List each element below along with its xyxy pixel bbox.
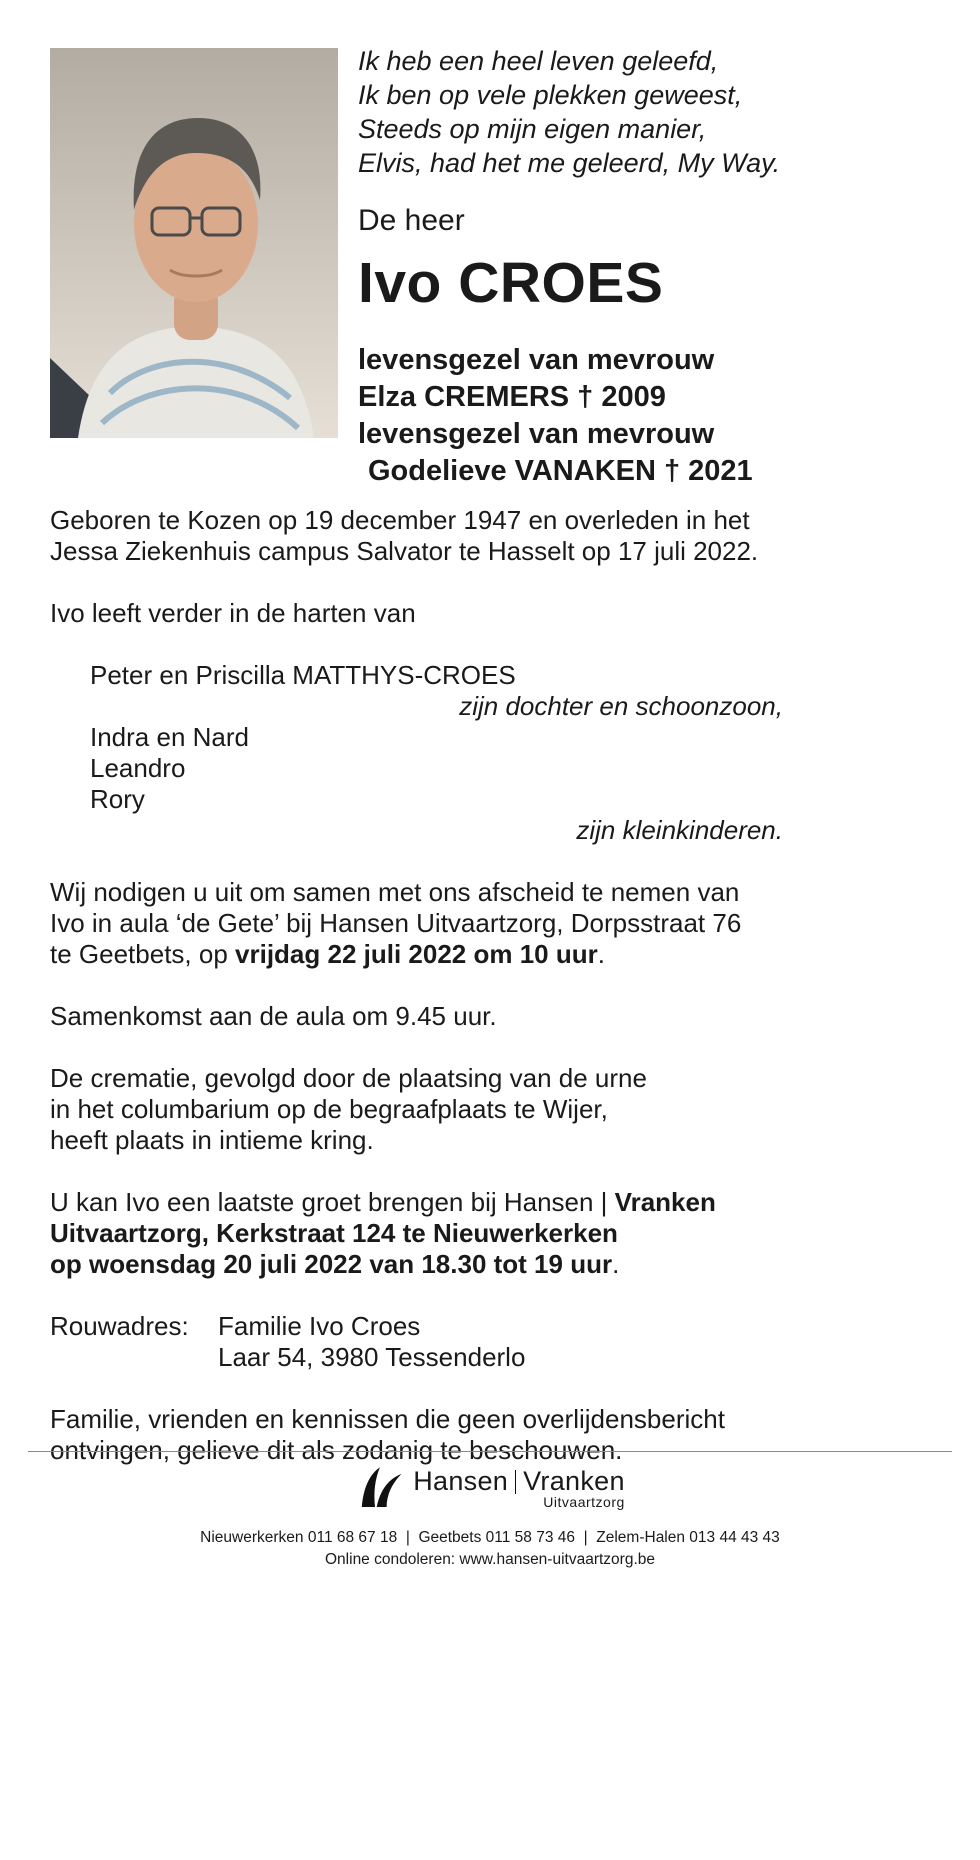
partner-line: levensgezel van mevrouw	[358, 418, 715, 450]
text-segment: .	[612, 1249, 620, 1279]
poem-line: Steeds op mijn eigen manier,	[358, 114, 707, 144]
text-line	[50, 939, 783, 970]
poem-line: Elvis, had het me geleerd, My Way.	[358, 148, 781, 178]
text-line: ontvingen, gelieve dit als zodanig te beschouwen.	[50, 1435, 623, 1465]
gathering-paragraph	[50, 1001, 783, 1032]
funeral-home-logo	[355, 1464, 625, 1512]
contact-phones: Nieuwerkerken 011 68 67 18 | Geetbets 011 58 73 46 | Zelem-Halen 013 44 43 43	[200, 1529, 780, 1546]
text-line: Jessa Ziekenhuis campus Salvator te Hasselt op 17 juli 2022.	[50, 536, 759, 566]
text-line: Laar 54, 3980 Tessenderlo	[218, 1342, 526, 1372]
cremation-paragraph	[50, 1063, 783, 1156]
family-member: Indra en Nard	[90, 722, 249, 752]
partner-line: levensgezel van mevrouw	[358, 344, 715, 376]
announcement-body	[50, 505, 783, 1466]
logo-subtitle: Uitvaartzorg	[543, 1494, 625, 1510]
portrait-photo	[50, 48, 338, 438]
logo-names	[413, 1466, 625, 1497]
partner-line: Elza CREMERS † 2009	[358, 381, 666, 413]
logo-divider	[515, 1470, 516, 1494]
poem-line: Ik ben op vele plekken geweest,	[358, 80, 743, 110]
text-line: Wij nodigen u uit om samen met ons afscheid te nemen van	[50, 877, 740, 907]
poem	[358, 44, 954, 180]
text-line	[50, 1218, 783, 1249]
text-line: Geboren te Kozen op 19 december 1947 en overleden in het	[50, 505, 750, 535]
lives-on-paragraph	[50, 598, 783, 629]
salutation: De heer	[358, 204, 465, 237]
partner-line: Godelieve VANAKEN † 2021	[368, 455, 753, 487]
text-line: heeft plaats in intieme kring.	[50, 1125, 374, 1155]
text-line	[50, 1187, 783, 1218]
mourning-address-label: Rouwadres:	[50, 1311, 189, 1341]
text-segment: te Geetbets, op	[50, 939, 236, 969]
visitation-date: op woensdag 20 juli 2022 van 18.30 tot 19 uur	[50, 1249, 613, 1279]
deceased-name: Ivo CROES	[358, 251, 664, 315]
text-segment: .	[597, 939, 605, 969]
poem-line: Ik heb een heel leven geleefd,	[358, 46, 719, 76]
text-line: De crematie, gevolgd door de plaatsing van de urne	[50, 1063, 647, 1093]
funeral-home-address: Uitvaartzorg, Kerkstraat 124 te Nieuwerkerken	[50, 1218, 618, 1248]
logo-text	[413, 1466, 625, 1510]
text-line: Ivo leeft verder in de harten van	[50, 598, 416, 628]
footer	[28, 1451, 952, 1571]
family-member: Rory	[90, 784, 145, 814]
family-member: Peter en Priscilla MATTHYS-CROES	[90, 660, 516, 690]
invitation-paragraph	[50, 877, 783, 970]
family-member: Leandro	[90, 753, 186, 783]
logo-name-hansen: Hansen	[413, 1466, 509, 1496]
mourning-address-value	[218, 1311, 525, 1373]
family-relation-caption: zijn dochter en schoonzoon,	[459, 691, 783, 721]
text-line: Familie, vrienden en kennissen die geen overlijdensbericht	[50, 1404, 725, 1434]
text-line: in het columbarium op de begraafplaats te Wijer,	[50, 1094, 608, 1124]
header-section	[0, 0, 980, 487]
portrait-photo-image	[50, 48, 338, 438]
birth-death-paragraph	[50, 505, 783, 567]
text-line: Ivo in aula ‘de Gete’ bij Hansen Uitvaartzorg, Dorpsstraat 76	[50, 908, 742, 938]
condolence-url: Online condoleren: www.hansen-uitvaartzorg.be	[325, 1551, 655, 1568]
text-line: Familie Ivo Croes	[218, 1311, 421, 1341]
contact-info	[28, 1527, 952, 1571]
text-line: Samenkomst aan de aula om 9.45 uur.	[50, 1001, 497, 1031]
family-relation-caption: zijn kleinkinderen.	[576, 815, 783, 845]
family-list	[50, 660, 783, 846]
logo-swoosh-icon	[355, 1464, 405, 1512]
text-line	[50, 1249, 783, 1280]
funeral-home-name: Vranken	[614, 1187, 716, 1217]
text-segment: U kan Ivo een laatste groet brengen bij Hansen |	[50, 1187, 615, 1217]
last-greeting-paragraph	[50, 1187, 783, 1280]
logo-name-vranken: Vranken	[523, 1466, 625, 1496]
partner-lines	[358, 342, 954, 490]
header-text-column	[358, 44, 954, 490]
ceremony-date: vrijdag 22 juli 2022 om 10 uur	[235, 939, 598, 969]
mourning-address	[50, 1311, 783, 1373]
